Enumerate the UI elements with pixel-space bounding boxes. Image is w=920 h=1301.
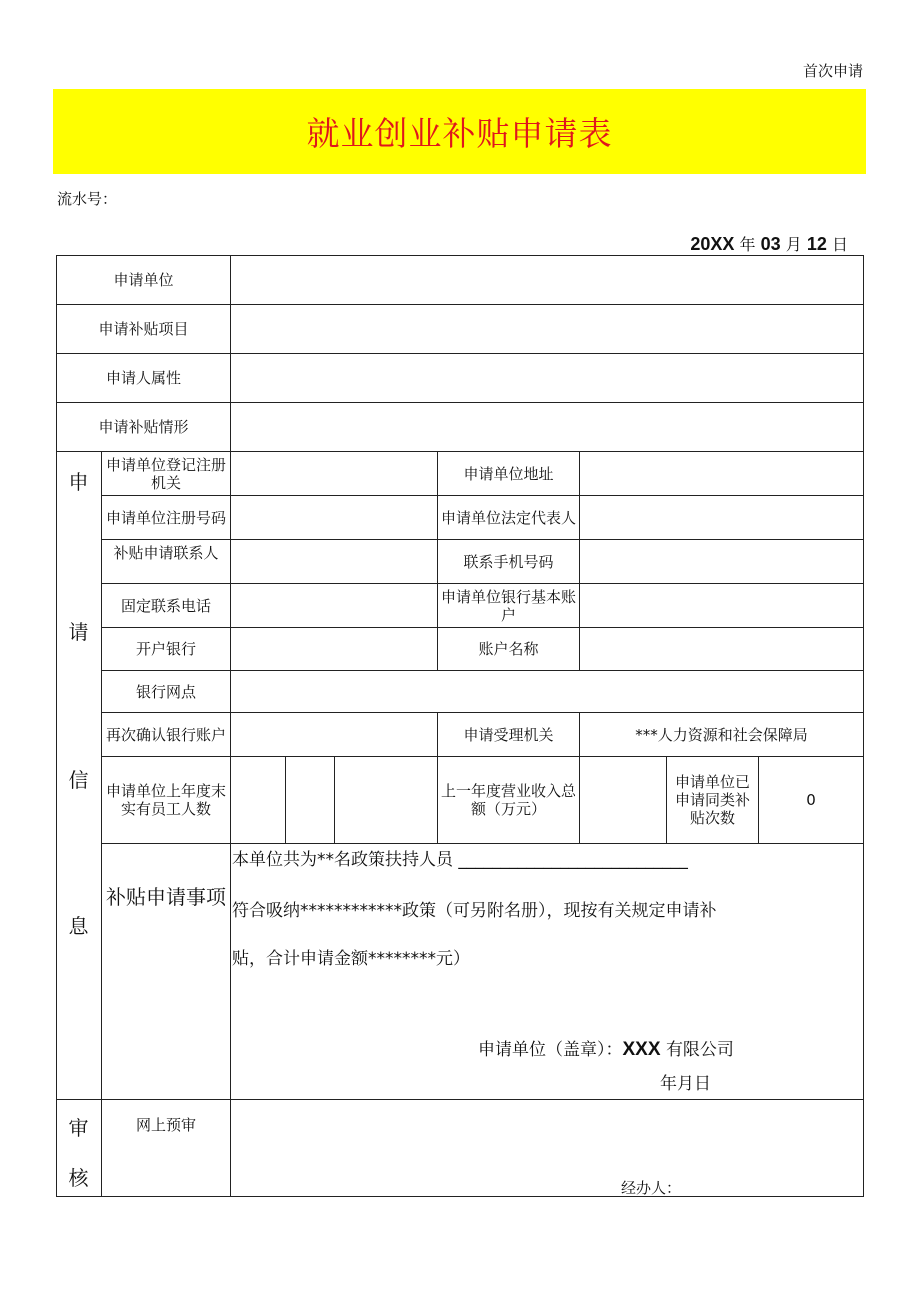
review-char-he: 核 (68, 1166, 89, 1190)
label-contact-person: 补贴申请联系人 (113, 544, 219, 562)
bank-branch-field[interactable] (231, 671, 863, 712)
serial-number-label: 流水号： (57, 190, 118, 208)
subsidy-situation-field[interactable] (231, 403, 863, 451)
date-year: 20XX (690, 234, 735, 254)
matters-line-2: 符合吸纳************政策（可另附名册），现按有关规定申请补 (232, 901, 717, 921)
employee-count-field-1[interactable] (231, 757, 285, 843)
label-employee-count: 申请单位上年度末实有员工人数 (105, 782, 226, 818)
confirm-account-field[interactable] (231, 713, 437, 756)
account-name-field[interactable] (580, 628, 863, 670)
landline-field[interactable] (231, 584, 437, 627)
company-name-bold: XXX (622, 1039, 661, 1060)
label-legal-representative: 申请单位法定代表人 (441, 508, 577, 527)
label-confirm-account: 再次确认银行账户 (105, 725, 226, 744)
label-unit-address: 申请单位地址 (463, 464, 554, 483)
application-type-note: 首次申请 (802, 62, 863, 80)
label-annual-revenue: 上一年度营业收入总额（万元） (441, 782, 577, 818)
row-label-subsidy-project: 申请补贴项目 (98, 320, 189, 338)
online-pre-review-field[interactable] (231, 1100, 863, 1196)
registration-number-field[interactable] (231, 496, 437, 539)
contact-person-field[interactable] (231, 540, 437, 583)
mobile-number-field[interactable] (580, 540, 863, 583)
label-registration-authority: 申请单位登记注册机关 (105, 455, 226, 492)
section-char-shen: 申 (68, 470, 89, 494)
matters-line-1: 本单位共为**名政策扶持人员 ___________________________ (232, 850, 688, 870)
label-online-pre-review: 网上预审 (135, 1116, 196, 1134)
review-char-shen: 审 (68, 1116, 89, 1140)
label-mobile-number: 联系手机号码 (463, 552, 554, 571)
label-handling-authority: 申请受理机关 (463, 725, 554, 744)
row-label-applicant-unit: 申请单位 (113, 271, 174, 289)
label-prior-applications: 申请单位已申请同类补贴次数 (674, 773, 750, 827)
label-registration-number: 申请单位注册号码 (105, 508, 226, 527)
registration-authority-field[interactable] (231, 452, 437, 495)
opening-bank-field[interactable] (231, 628, 437, 670)
subsidy-project-field[interactable] (231, 305, 863, 353)
date-month-unit: 月 (785, 235, 802, 254)
date-year-unit: 年 (739, 235, 756, 254)
basic-bank-account-field[interactable] (580, 584, 863, 627)
employee-count-field-2[interactable] (286, 757, 334, 843)
unit-address-field[interactable] (580, 452, 863, 495)
legal-representative-field[interactable] (580, 496, 863, 539)
applicant-attribute-field[interactable] (231, 354, 863, 402)
section-char-qing: 请 (68, 620, 89, 644)
date-day-unit: 日 (831, 235, 848, 254)
label-account-name: 账户名称 (478, 640, 539, 658)
page-title: 就业创业补贴申请表 (306, 114, 613, 153)
row-label-subsidy-situation: 申请补贴情形 (98, 418, 189, 436)
applicant-unit-field[interactable] (231, 256, 863, 304)
seal-date: 年月日 (660, 1074, 711, 1094)
row-label-applicant-attribute: 申请人属性 (105, 369, 181, 387)
prior-applications-value: 0 (806, 791, 816, 809)
date-month: 03 (760, 234, 781, 254)
annual-revenue-field[interactable] (580, 757, 666, 843)
label-opening-bank: 开户银行 (135, 640, 196, 658)
label-basic-bank-account: 申请单位银行基本账户 (441, 587, 577, 624)
employee-count-field-3[interactable] (335, 757, 437, 843)
label-bank-branch: 银行网点 (135, 682, 196, 701)
section-char-xin: 信 (68, 768, 89, 792)
seal-line (478, 1040, 734, 1060)
label-subsidy-matters: 补贴申请事项 (106, 885, 226, 909)
date-day: 12 (806, 234, 827, 254)
handling-authority-value: ***人力资源和社会保障局 (635, 725, 808, 744)
section-char-xi: 息 (68, 914, 89, 938)
company-name-rest: 有限公司 (665, 1040, 734, 1060)
seal-label: 申请单位（盖章）： (478, 1040, 623, 1060)
label-landline: 固定联系电话 (120, 596, 211, 615)
matters-line-3: 贴，合计申请金额********元） (232, 949, 470, 969)
handler-label: 经办人： (621, 1179, 682, 1197)
